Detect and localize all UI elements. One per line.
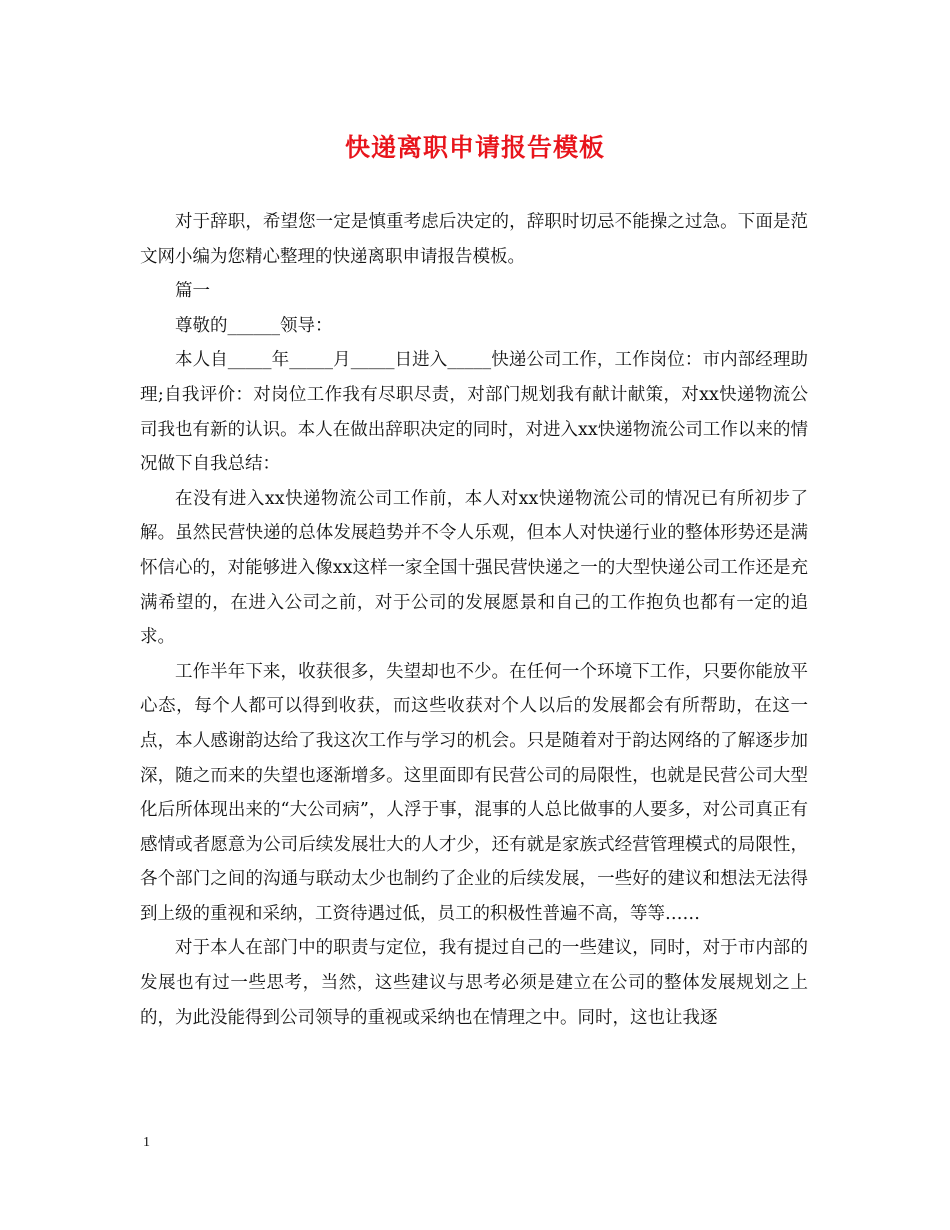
body-paragraph: 工作半年下来，收获很多，失望却也不少。在任何一个环境下工作，只要你能放平心态，每个人都可以得到收获，而这些收获对个人以后的发展都会有所帮助，在这一点，本人感谢韵达给了我这次工作与学习的机会。只是随着对于韵达网络的了解逐步加深，随之而来的失望也逐渐增多。这里面即有民营公司的局限性，也就是民营公司大型化后所体现出来的“大公司病”，人浮于事，混事的人总比做事的人要多，对公司真正有感情或者愿意为公司后续发展壮大的人才少，还有就是家族式经营管理模式的局限性，各个部门之间的沟通与联动太少也制约了企业的后续发展，一些好的建议和想法无法得到上级的重视和采纳，工资待遇过低，员工的积极性普遍不高，等等…… [140, 661, 808, 924]
page-number: 1 [143, 1135, 150, 1150]
document-body [140, 205, 808, 1035]
body-paragraph: 本人自_____年_____月_____日进入_____快递公司工作，工作岗位：市内部经理助理;自我评价：对岗位工作我有尽职尽责，对部门规划我有献计献策，对xx快递物流公司我也有新的认识。本人在做出辞职决定的同时，对进入xx快递物流公司工作以来的情况做下自我总结： [140, 350, 808, 475]
body-paragraph: 在没有进入xx快递物流公司工作前，本人对xx快递物流公司的情况已有所初步了解。虽然民营快递的总体发展趋势并不令人乐观，但本人对快递行业的整体形势还是满怀信心的，对能够进入像xx这样一家全国十强民营快递之一的大型快递公司工作还是充满希望的，在进入公司之前，对于公司的发展愿景和自己的工作抱负也都有一定的追求。 [140, 488, 808, 648]
section-heading: 篇一 [175, 281, 210, 302]
body-paragraph: 对于本人在部门中的职责与定位，我有提过自己的一些建议，同时，对于市内部的发展也有过一些思考，当然，这些建议与思考必须是建立在公司的整体发展规划之上的，为此没能得到公司领导的重视或采纳也在情理之中。同时，这也让我逐 [140, 938, 808, 1028]
document-title: 快递离职申请报告模板 [344, 133, 605, 162]
salutation: 尊敬的______领导： [175, 315, 333, 336]
intro-paragraph: 对于辞职，希望您一定是慎重考虑后决定的，辞职时切忌不能操之过急。下面是范文网小编为您精心整理的快递离职申请报告模板。 [140, 212, 808, 267]
